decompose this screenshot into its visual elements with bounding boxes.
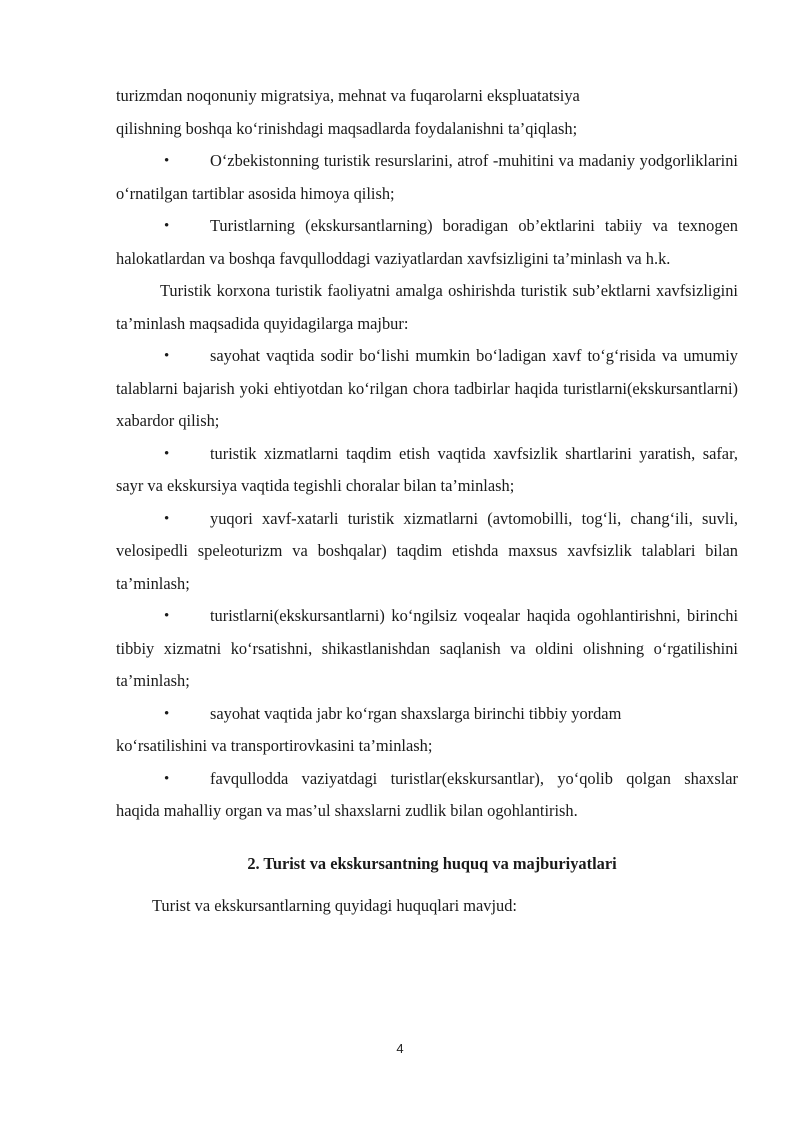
bullet-icon: • — [164, 445, 170, 462]
opening-line: qilishning boshqa ko‘rinishdagi maqsadlarda foydalanishni ta’qiqlash; — [116, 118, 578, 138]
bullet-item — [116, 340, 738, 438]
bullet-icon: • — [164, 348, 170, 364]
bullet-item — [116, 600, 738, 698]
bullet-icon: • — [164, 510, 170, 527]
bullet-icon: • — [164, 218, 170, 234]
bullet-item — [116, 763, 738, 828]
bullet-icon: • — [164, 770, 170, 787]
obligations-intro: Turistik korxona turistik faoliyatni amalga oshirishda turistik sub’ektlarni xavfsizligini ta’minlash maqsadida quyidagilarga majbur: — [116, 281, 738, 333]
bullet-item — [116, 438, 738, 503]
section-heading: 2. Turist va ekskursantning huquq va majburiyatlari — [247, 853, 617, 873]
page-body — [116, 80, 738, 923]
bullet-text: yuqori xavf-xatarli turistik xizmatlarni (avtomobilli, tog‘li, chang‘ili, suvli, velosipedli speleoturizm va boshqalar) taqdim etishda maxsus xavfsizlik talablari bilan ta’minlash; — [116, 508, 738, 593]
bullet-text: turistlarni(ekskursantlarni) ko‘ngilsiz voqealar haqida ogohlantirishni, birinchi tibbiy xizmatni ko‘rsatishni, shikastlanishdan saqlanish va oldini olishning o‘rgatilishini ta’minlash; — [116, 606, 738, 690]
bullet-icon: • — [164, 153, 170, 169]
bullet-continuation: ko‘rsatilishini va transportirovkasini ta’minlash; — [116, 736, 433, 755]
bullet-text: sayohat vaqtida jabr ko‘rgan shaxslarga birinchi tibbiy yordam — [210, 703, 622, 723]
bullet-item — [116, 698, 738, 731]
opening-line: turizmdan noqonuniy migratsiya, mehnat va fuqarolarni ekspluatatsiya — [116, 86, 580, 105]
bullet-icon: • — [164, 608, 170, 624]
bullet-icon: • — [164, 705, 170, 722]
bullet-text: turistik xizmatlarni taqdim etish vaqtida xavfsizlik shartlarini yaratish, safar, sayr va ekskursiya vaqtida tegishli choralar bilan ta’minlash; — [116, 443, 738, 495]
page-number: 4 — [396, 1041, 404, 1056]
bullet-text: sayohat vaqtida sodir bo‘lishi mumkin bo‘ladigan xavf to‘g‘risida va umumiy talablarni bajarish yoki ehtiyotdan ko‘rilgan chora tadbirlar haqida turistlarni(ekskursantlarni) xabardor qilish; — [116, 346, 738, 430]
rights-intro: Turist va ekskursantlarning quyidagi huquqlari mavjud: — [152, 896, 517, 915]
bullet-text: O‘zbekistonning turistik resurslarini, atrof -muhitini va madaniy yodgorliklarini o‘rnatilgan tartiblar asosida himoya qilish; — [116, 151, 738, 203]
bullet-text: favqullodda vaziyatdagi turistlar(ekskursantlar), yo‘qolib qolgan shaxslar haqida mahalliy organ va mas’ul shaxslarni zudlik bilan ogohlantirish. — [116, 768, 738, 820]
bullet-text: Turistlarning (ekskursantlarning) boradigan ob’ektlarini tabiiy va texnogen halokatlardan va boshqa favqulloddagi vaziyatlardan xavfsizligini ta’minlash va h.k. — [116, 216, 738, 268]
bullet-item — [116, 145, 738, 210]
bullet-item — [116, 503, 738, 601]
bullet-item — [116, 210, 738, 275]
